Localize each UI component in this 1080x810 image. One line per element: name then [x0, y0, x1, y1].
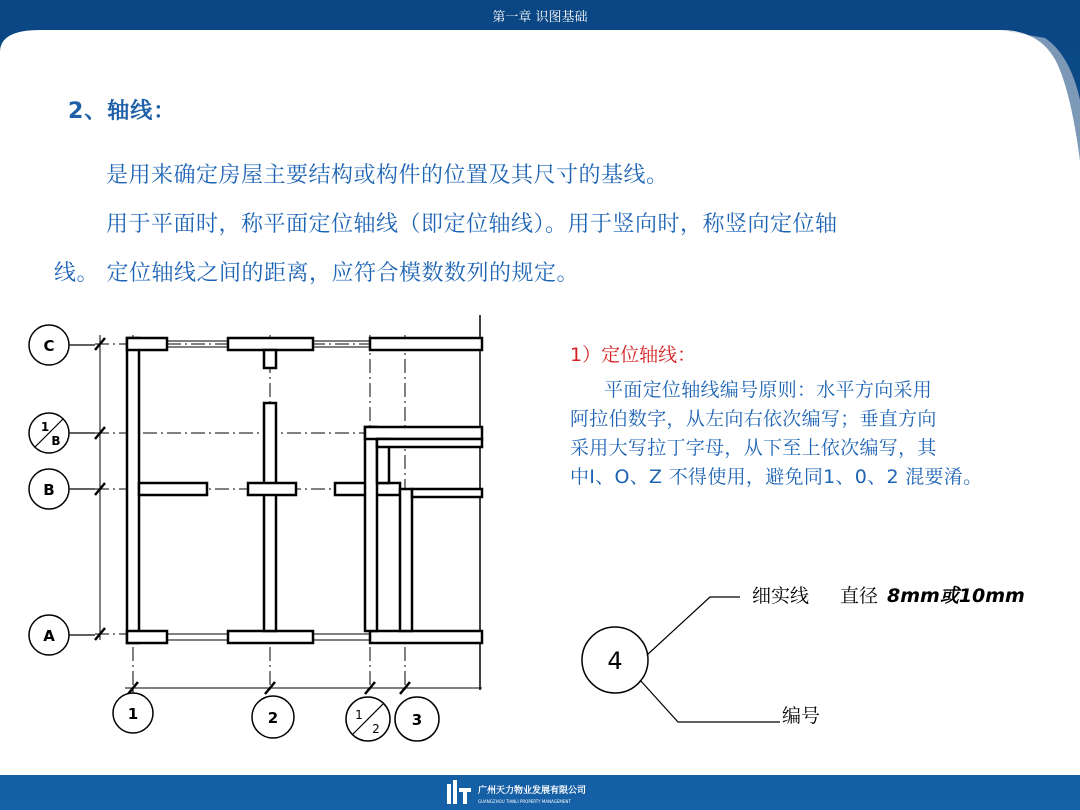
- body-paragraph-3: 线。 定位轴线之间的距离，应符合模数数列的规定。: [54, 261, 579, 286]
- axis-label-2: 2: [267, 709, 279, 727]
- subsection-line-1: 平面定位轴线编号原则：水平方向采用: [604, 379, 933, 401]
- company-logo-icon: [447, 780, 471, 804]
- axis-label-b: B: [43, 481, 55, 499]
- body-paragraph-2: 用于平面时，称平面定位轴线（即定位轴线）。用于竖向时，称竖向定位轴: [106, 212, 838, 237]
- chapter-title: 第一章 识图基础: [492, 10, 588, 25]
- body-paragraph-1: 是用来确定房屋主要结构或构件的位置及其尺寸的基线。: [106, 163, 669, 188]
- section-heading: 2、轴线：: [68, 99, 177, 124]
- axis-label-a: A: [43, 627, 55, 645]
- example-axis-number: 4: [607, 647, 623, 675]
- subsection-line-3: 采用大写拉丁字母，从下至上依次编写，其: [570, 437, 937, 459]
- note-size: 8mm或10mm: [887, 585, 1025, 607]
- note-number: 编号: [782, 705, 821, 727]
- subsection-line-2: 阿拉伯数字，从左向右依次编写；垂直方向: [570, 408, 937, 430]
- axis-label-1: 1: [127, 705, 139, 723]
- axis-label-c: C: [43, 337, 55, 355]
- note-thin-line: 细实线: [752, 585, 810, 607]
- note-diameter: 直径: [840, 585, 879, 607]
- subsection-line-4: 中I、O、Z 不得使用，避免同1、0、2 混要淆。: [570, 466, 983, 488]
- axis-label-1b-num: 1: [40, 420, 50, 434]
- subsection-title: 1）定位轴线：: [570, 344, 697, 366]
- company-name-en: GUANGZHOU TIANLI PROPERTY MANAGEMENT: [478, 799, 571, 804]
- company-name-cn: 广州天力物业发展有限公司: [478, 786, 587, 796]
- axis-label-1b-letter: B: [51, 434, 61, 448]
- axis-label-1-2-den: 2: [372, 722, 380, 736]
- axis-label-1-2-num: 1: [355, 708, 363, 722]
- axis-label-3: 3: [411, 711, 423, 729]
